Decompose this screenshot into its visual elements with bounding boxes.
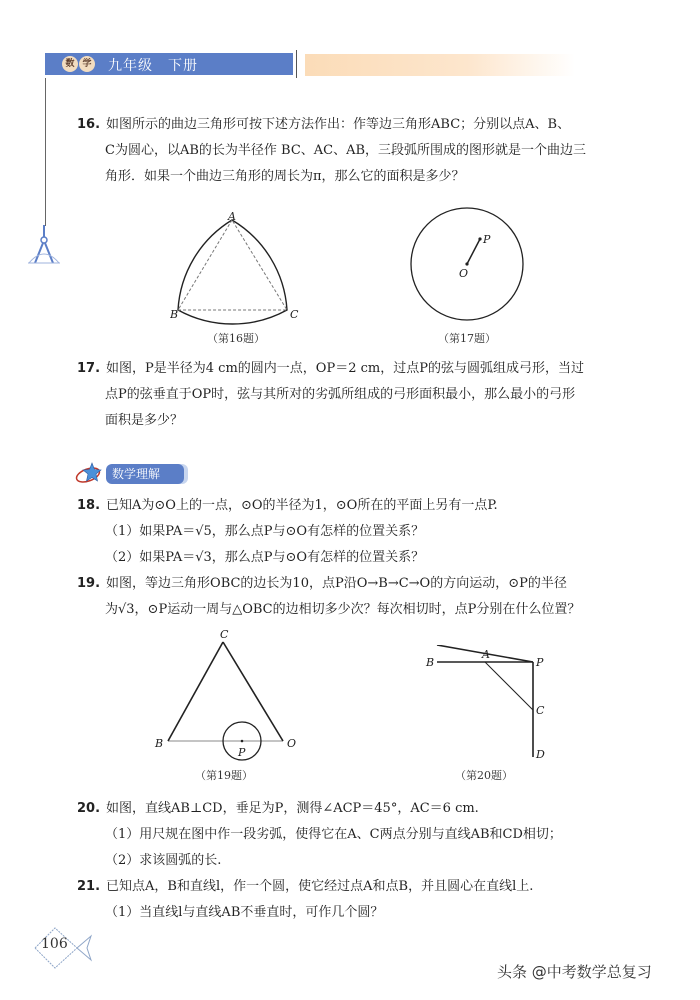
- figure-19-triangle: [150, 628, 300, 763]
- figure-19-caption: （第19题）: [195, 769, 253, 782]
- section-title: 数学理解: [106, 464, 184, 484]
- label-B: B: [426, 656, 435, 669]
- label-C: C: [220, 628, 229, 641]
- question-18: [77, 493, 498, 571]
- badge-char: 数: [62, 56, 78, 72]
- label-P: P: [483, 233, 491, 246]
- question-text: 如图，直线AB⊥CD，垂足为P，测得∠ACP＝45°，AC＝6 cm.: [106, 801, 479, 816]
- question-text: 为√3，⊙P运动一周与△OBC的边相切多少次？每次相切时，点P分别在什么位置？: [105, 602, 581, 617]
- figure-17-caption: （第17题）: [438, 332, 496, 345]
- label-P: P: [536, 656, 544, 669]
- question-19: [77, 571, 580, 623]
- question-text: C为圆心，以AB的长为半径作 BC、AC、AB，三段弧所围成的图形就是一个曲边三: [105, 143, 587, 158]
- question-number: 21.: [77, 879, 101, 894]
- left-margin-rule: [45, 78, 46, 226]
- question-text: 如图所示的曲边三角形可按下述方法作出：作等边三角形ABC；分别以点A、B、: [106, 117, 571, 132]
- question-number: 18.: [77, 498, 101, 513]
- figure-16-caption: （第16题）: [207, 332, 265, 345]
- book-title: 九年级 下册: [108, 58, 198, 74]
- question-number: 17.: [77, 361, 101, 376]
- star-orbit-icon: [74, 461, 106, 485]
- label-C: C: [536, 704, 545, 717]
- figure-16-curved-triangle: [170, 210, 300, 335]
- sub-question: （2）求该圆弧的长.: [105, 853, 222, 868]
- question-number: 20.: [77, 801, 101, 816]
- question-text: 点P的弦垂直于OP时，弦与其所对的劣弧所组成的弓形面积最小，那么最小的弓形: [105, 387, 576, 402]
- question-text: 面积是多少？: [105, 413, 184, 428]
- question-text: 角形．如果一个曲边三角形的周长为π，那么它的面积是多少？: [105, 169, 465, 184]
- question-20: [77, 796, 562, 874]
- watermark: 头条 @中考数学总复习: [497, 963, 652, 981]
- page-number: 106: [41, 936, 68, 952]
- label-C: C: [290, 308, 299, 321]
- badge-char: 学: [79, 56, 95, 72]
- question-text: 已知点A，B和直线l，作一个圆，使它经过点A和点B，并且圆心在直线l上.: [106, 879, 534, 894]
- label-O: O: [459, 267, 469, 280]
- label-B: B: [170, 308, 179, 321]
- label-A: A: [482, 648, 490, 661]
- label-A: A: [228, 210, 236, 223]
- page-number-badge: [33, 926, 95, 970]
- label-P: P: [238, 746, 246, 759]
- figure-17-circle: [405, 205, 535, 330]
- question-text: 如图，P是半径为4 cm的圆内一点，OP＝2 cm，过点P的弦与圆弧组成弓形，当过: [106, 361, 584, 376]
- sub-question: （1）如果PA＝√5，那么点P与⊙O有怎样的位置关系？: [105, 524, 425, 539]
- question-number: 19.: [77, 576, 101, 591]
- label-O: O: [287, 737, 297, 750]
- header-divider: [296, 50, 297, 78]
- figure-20-caption: （第20题）: [455, 769, 513, 782]
- figure-20-perpendicular-lines: [420, 645, 550, 763]
- subject-badge: [62, 56, 96, 72]
- compass-icon: [24, 225, 64, 270]
- section-header: [74, 461, 184, 485]
- label-B: B: [155, 737, 164, 750]
- question-text: 已知A为⊙O上的一点，⊙O的半径为1，⊙O所在的平面上另有一点P.: [106, 498, 498, 513]
- question-21: [77, 874, 533, 926]
- question-16: [77, 112, 586, 190]
- question-number: 16.: [77, 117, 101, 132]
- question-text: 如图，等边三角形OBC的边长为10，点P沿O→B→C→O的方向运动，⊙P的半径: [106, 576, 567, 591]
- sub-question: （2）如果PA＝√3，那么点P与⊙O有怎样的位置关系？: [105, 550, 425, 565]
- header-gradient: [305, 54, 575, 76]
- label-D: D: [536, 748, 545, 761]
- sub-question: （1）用尺规在图中作一段劣弧，使得它在A、C两点分别与直线AB和CD相切；: [105, 827, 562, 842]
- question-17: [77, 356, 584, 434]
- sub-question: （1）当直线l与直线AB不垂直时，可作几个圆？: [105, 905, 384, 920]
